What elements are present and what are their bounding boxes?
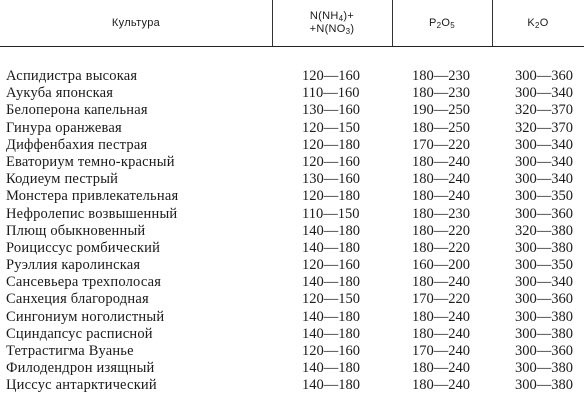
phosphorus-cell: 180—230 — [412, 205, 470, 222]
table-row — [0, 137, 584, 154]
culture-name-cell: Плющ обыкновенный — [6, 222, 146, 239]
table-row — [0, 257, 584, 274]
culture-name-cell: Руэллия каролинская — [6, 257, 141, 274]
phosphorus-cell: 180—240 — [412, 377, 470, 394]
culture-name-cell: Сингониум ноголистный — [6, 308, 165, 325]
table-row — [0, 68, 584, 85]
potassium-cell: 300—380 — [515, 308, 573, 325]
nitrogen-cell: 120—180 — [302, 136, 360, 153]
header-nitrogen — [272, 0, 392, 46]
table-row — [0, 206, 584, 223]
phosphorus-cell: 180—240 — [412, 308, 470, 325]
phosphorus-cell: 180—240 — [412, 360, 470, 377]
nitrogen-cell: 140—180 — [302, 325, 360, 342]
potassium-cell: 300—340 — [515, 136, 573, 153]
table-row — [0, 326, 584, 343]
nitrogen-cell: 120—180 — [302, 188, 360, 205]
header-culture — [0, 0, 272, 46]
table-row — [0, 291, 584, 308]
header-nitrogen-line2 — [310, 23, 355, 36]
potassium-cell: 300—360 — [515, 205, 573, 222]
header-culture-label: Культура — [111, 16, 161, 29]
phosphorus-cell: 180—240 — [412, 188, 470, 205]
potassium-cell: 300—360 — [515, 343, 573, 359]
table-row — [0, 171, 584, 188]
potassium-cell: 300—350 — [515, 188, 573, 205]
header-phosphorus — [392, 0, 492, 46]
table-row — [0, 309, 584, 326]
header-p-sub1: 2 — [436, 20, 442, 30]
nitrogen-cell: 120—160 — [302, 68, 360, 84]
table-row — [0, 188, 584, 205]
culture-name-cell: Белоперона капельная — [6, 102, 148, 119]
header-k-sub: 2 — [535, 20, 540, 30]
header-p-main: P — [429, 16, 437, 29]
header-potassium — [492, 0, 584, 46]
nitrogen-cell: 120—160 — [302, 257, 360, 274]
phosphorus-cell: 170—220 — [412, 136, 470, 153]
potassium-cell: 300—340 — [515, 153, 573, 170]
header-n-line1-main: N(NH — [309, 10, 339, 22]
culture-name-cell: Еваториум темно-красный — [6, 153, 175, 170]
nitrogen-cell: 120—160 — [302, 153, 360, 170]
potassium-cell: 300—380 — [515, 360, 573, 377]
nitrogen-cell: 140—180 — [302, 274, 360, 291]
phosphorus-cell: 180—240 — [412, 153, 470, 170]
phosphorus-cell: 180—240 — [412, 171, 470, 188]
phosphorus-cell: 180—220 — [412, 222, 470, 239]
potassium-cell: 300—380 — [515, 377, 573, 394]
culture-name-cell: Сансевьера трехполосая — [6, 274, 162, 291]
phosphorus-cell: 170—220 — [412, 291, 470, 308]
phosphorus-cell: 160—200 — [412, 257, 470, 274]
potassium-cell: 300—350 — [515, 257, 573, 274]
table-row — [0, 377, 584, 394]
phosphorus-cell: 180—250 — [412, 119, 470, 136]
phosphorus-cell: 170—240 — [412, 343, 470, 359]
table-row — [0, 120, 584, 137]
nitrogen-cell: 140—180 — [302, 239, 360, 256]
nitrogen-cell: 120—150 — [302, 291, 360, 308]
potassium-cell: 300—360 — [515, 291, 573, 308]
culture-name-cell: Санхеция благородная — [6, 291, 149, 308]
potassium-cell: 320—380 — [515, 222, 573, 239]
table-row — [0, 154, 584, 171]
header-k-main: K — [527, 16, 536, 29]
phosphorus-cell: 180—240 — [412, 274, 470, 291]
table-row — [0, 343, 584, 360]
table-header — [0, 0, 584, 46]
table-row — [0, 360, 584, 377]
culture-name-cell: Диффенбахия пестрая — [6, 136, 148, 153]
culture-name-cell: Аукуба японская — [6, 85, 114, 102]
header-p-sub2: 5 — [450, 20, 455, 30]
potassium-cell: 300—340 — [515, 274, 573, 291]
header-n-line2-sub: 3 — [345, 27, 351, 36]
header-n-line1-tail: )+ — [343, 10, 355, 22]
nitrogen-cell: 130—160 — [302, 102, 360, 119]
table-row — [0, 85, 584, 102]
potassium-cell: 300—380 — [515, 325, 573, 342]
nitrogen-cell: 140—180 — [302, 308, 360, 325]
culture-name-cell: Монстера привлекательная — [6, 188, 179, 205]
potassium-cell: 300—340 — [515, 85, 573, 102]
culture-name-cell: Кодиеум пестрый — [6, 171, 119, 188]
table-row — [0, 223, 584, 240]
header-k-tail: O — [539, 16, 549, 29]
header-n-line1-sub: 4 — [338, 14, 344, 23]
nitrogen-cell: 140—180 — [302, 222, 360, 239]
table-row — [0, 274, 584, 291]
culture-name-cell: Роициссус ромбический — [6, 239, 161, 256]
culture-name-cell: Филодендрон изящный — [6, 360, 155, 377]
phosphorus-cell: 180—240 — [412, 325, 470, 342]
potassium-cell: 300—380 — [515, 239, 573, 256]
potassium-cell: 300—340 — [515, 171, 573, 188]
nitrogen-cell: 140—180 — [302, 360, 360, 377]
header-p-mid: O — [441, 16, 451, 29]
culture-name-cell: Тетрастигма Вуанье — [6, 343, 134, 359]
culture-name-cell: Аспидистра высокая — [6, 68, 138, 84]
header-n-line2-main: +N(NO — [309, 23, 346, 35]
phosphorus-cell: 180—220 — [412, 239, 470, 256]
table-row — [0, 102, 584, 119]
nitrogen-cell: 120—150 — [302, 119, 360, 136]
table-row — [0, 240, 584, 257]
potassium-cell: 320—370 — [515, 119, 573, 136]
phosphorus-cell: 180—230 — [412, 68, 470, 84]
header-n-line2-tail: ) — [350, 23, 355, 35]
header-rule — [0, 46, 584, 47]
potassium-cell: 320—370 — [515, 102, 573, 119]
nitrogen-cell: 140—180 — [302, 377, 360, 394]
nitrogen-cell: 110—150 — [302, 205, 360, 222]
potassium-cell: 300—360 — [515, 68, 573, 84]
nitrogen-cell: 110—160 — [302, 85, 360, 102]
culture-name-cell: Гинура оранжевая — [6, 119, 122, 136]
culture-name-cell: Нефролепис возвышенный — [6, 205, 178, 222]
nitrogen-cell: 120—160 — [302, 343, 360, 359]
phosphorus-cell: 180—230 — [412, 85, 470, 102]
table-body — [0, 68, 584, 395]
culture-name-cell: Сциндапсус расписной — [6, 325, 153, 342]
header-nitrogen-line1 — [310, 10, 354, 23]
nitrogen-cell: 130—160 — [302, 171, 360, 188]
phosphorus-cell: 190—250 — [412, 102, 470, 119]
culture-name-cell: Циссус антарктический — [6, 377, 157, 394]
